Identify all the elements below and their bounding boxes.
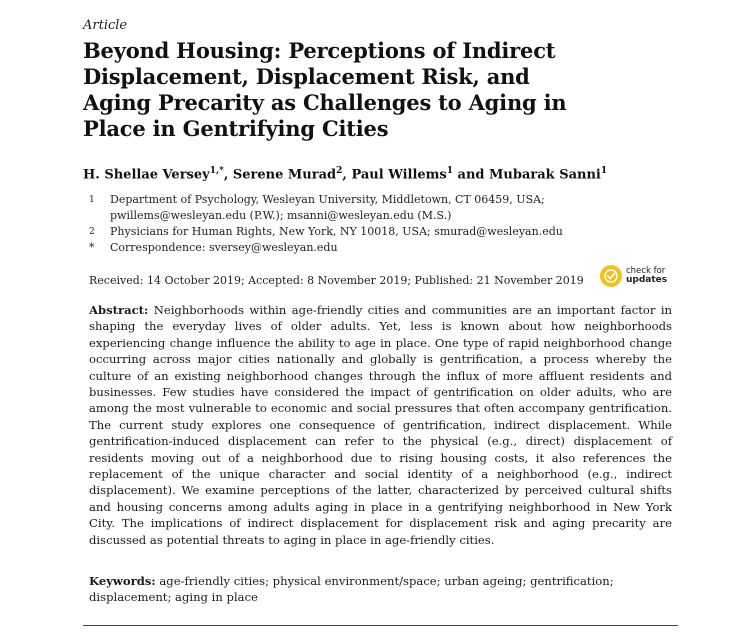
author-affil-mark: 1	[600, 166, 608, 176]
affiliation-text[interactable]: Physicians for Human Rights, New York, NY 10018, USA; smurad@wesleyan.edu	[110, 225, 563, 238]
badge-line-1: check for	[626, 266, 666, 276]
abstract	[89, 302, 672, 548]
article-title: Beyond Housing: Perceptions of Indirect Displacement, Displacement Risk, and Aging Precarity as Challenges to Aging in Place in Gentrifying Cities	[83, 38, 567, 141]
affiliation-text: Department of Psychology, Wesleyan University, Middletown, CT 06459, USA;	[110, 193, 545, 206]
correspondence-mark: *	[89, 241, 95, 254]
author-name[interactable]: Mubarak Sanni	[489, 167, 601, 183]
author-separator: ,	[223, 167, 233, 183]
section-divider	[83, 625, 678, 626]
badge-text	[626, 267, 667, 285]
abstract-label: Abstract:	[89, 303, 149, 317]
affiliation-text[interactable]: pwillems@wesleyan.edu (P.W.); msanni@wesleyan.edu (M.S.)	[110, 209, 452, 222]
affiliation-mark: 1	[89, 195, 95, 205]
author-separator: and	[453, 167, 490, 183]
author-list	[83, 166, 683, 182]
author-separator: ,	[342, 167, 352, 183]
check-for-updates-badge[interactable]	[600, 262, 680, 290]
keywords-text: age-friendly cities; physical environment/space; urban ageing; gentrification; displacement; aging in place	[89, 574, 614, 605]
article-type: Article	[83, 18, 128, 33]
affiliation-mark: 2	[89, 227, 95, 237]
author-affil-mark: 1	[446, 166, 454, 176]
badge-line-2: updates	[626, 275, 668, 285]
correspondence-text[interactable]: Correspondence: sversey@wesleyan.edu	[110, 241, 338, 254]
author-name[interactable]: H. Shellae Versey	[83, 167, 210, 183]
abstract-text: Neighborhoods within age-friendly cities and communities are an important factor in shaping the everyday lives of older adults. Yet, less is known about how neighborhoods experiencing change influence the ability to age in place. One type of rapid neighborhood change occurring across major cities nationally and globally is gentrification, a process whereby the culture of an existing neighborhood changes through the influx of more affluent residents and businesses. Few studies have considered the impact of gentrification on older adults, who are among the most vulnerable to economic and social pressures that often accompany gentrification. The current study explores one consequence of gentrification, indirect displacement. While gentrification-induced displacement can refer to the physical (e.g., direct) displacement of residents moving out of a neighborhood due to rising housing costs, it also references the replacement of the unique character and social identity of a neighborhood (e.g., indirect displacement). We examine perceptions of the latter, characterized by perceived cultural shifts and housing concerns among adults aging in place in a gentrifying neighborhood in New York City. The implications of indirect displacement for displacement risk and aging precarity are discussed as potential threats to aging in place in age-friendly cities.	[89, 303, 673, 547]
keywords-label: Keywords:	[89, 574, 156, 588]
publication-dates: Received: 14 October 2019; Accepted: 8 November 2019; Published: 21 November 2019	[89, 274, 584, 287]
check-updates-icon	[600, 265, 622, 287]
keywords	[89, 573, 672, 606]
author-name[interactable]: Paul Willems	[351, 167, 447, 183]
author-affil-mark: 2	[336, 166, 343, 176]
author-name[interactable]: Serene Murad	[232, 167, 337, 183]
author-affil-mark: 1,*	[209, 166, 224, 176]
